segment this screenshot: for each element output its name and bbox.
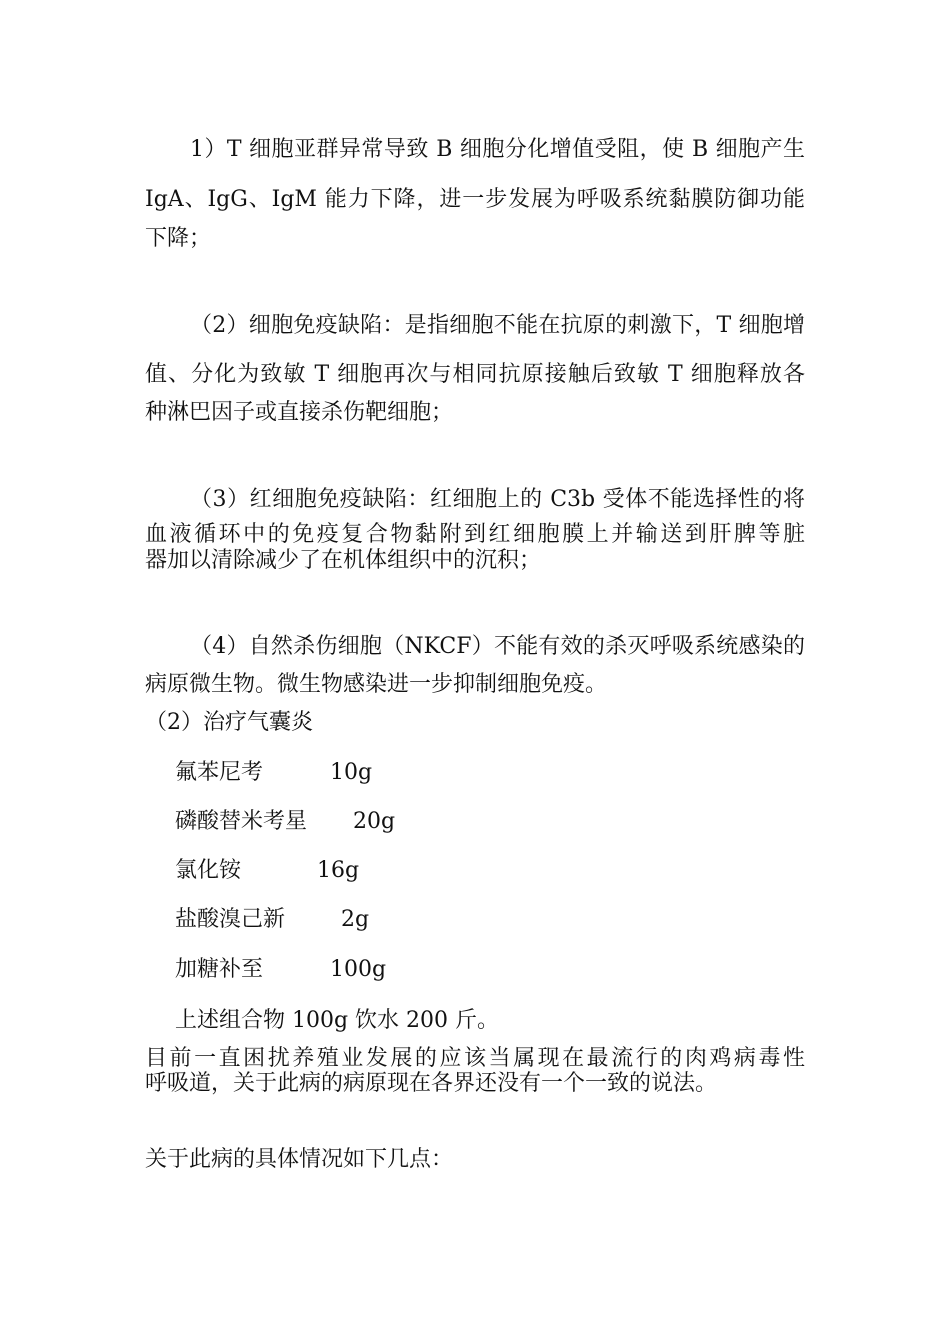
ingredient-name: 盐酸溴己新 [175, 907, 286, 932]
paragraph-2-line-3: 种淋巴因子或直接杀伤靶细胞； [145, 400, 454, 425]
ingredient-amount: 100g [330, 957, 387, 982]
paragraph-1-line-2: IgA、IgG、IgM 能力下降，进一步发展为呼吸系统黏膜防御功能 [145, 187, 805, 212]
paragraph-3-line-2: 血液循环中的免疫复合物黏附到红细胞膜上并输送到肝脾等脏 [145, 522, 805, 547]
ingredient-name: 氟苯尼考 [175, 760, 264, 785]
paragraph-4-line-1: （4）自然杀伤细胞（NKCF）不能有效的杀灭呼吸系统感染的 [190, 634, 805, 659]
treatment-heading: （2）治疗气囊炎 [145, 710, 313, 735]
prescription-row [175, 956, 575, 984]
ingredient-amount: 10g [330, 760, 373, 785]
closing-line-3: 关于此病的具体情况如下几点： [145, 1147, 454, 1172]
paragraph-3-line-3: 器加以清除减少了在机体组织中的沉积； [145, 548, 542, 573]
closing-line-2: 呼吸道，关于此病的病原现在各界还没有一个一致的说法。 [145, 1071, 718, 1096]
paragraph-2-line-2: 值、分化为致敏 T 细胞再次与相同抗原接触后致敏 T 细胞释放各 [145, 362, 805, 387]
ingredient-name: 氯化铵 [175, 858, 242, 883]
closing-line-1: 目前一直困扰养殖业发展的应该当属现在最流行的肉鸡病毒性 [145, 1046, 805, 1071]
prescription-row [175, 857, 575, 885]
paragraph-1-line-1: 1）T 细胞亚群异常导致 B 细胞分化增值受阻，使 B 细胞产生 [190, 137, 805, 162]
prescription-row [175, 808, 575, 836]
ingredient-name: 加糖补至 [175, 957, 264, 982]
prescription-row [175, 759, 575, 787]
prescription-row [175, 906, 575, 934]
ingredient-amount: 16g [317, 858, 360, 883]
ingredient-amount: 20g [353, 809, 396, 834]
dosage-instruction: 上述组合物 100g 饮水 200 斤。 [175, 1008, 500, 1033]
paragraph-2-line-1: （2）细胞免疫缺陷：是指细胞不能在抗原的刺激下，T 细胞增 [190, 313, 805, 338]
paragraph-1-line-3: 下降； [145, 226, 212, 251]
paragraph-3-line-1: （3）红细胞免疫缺陷：红细胞上的 C3b 受体不能选择性的将 [190, 487, 805, 512]
ingredient-name: 磷酸替米考星 [175, 809, 308, 834]
ingredient-amount: 2g [341, 907, 370, 932]
paragraph-4-line-2: 病原微生物。微生物感染进一步抑制细胞免疫。 [145, 672, 608, 697]
